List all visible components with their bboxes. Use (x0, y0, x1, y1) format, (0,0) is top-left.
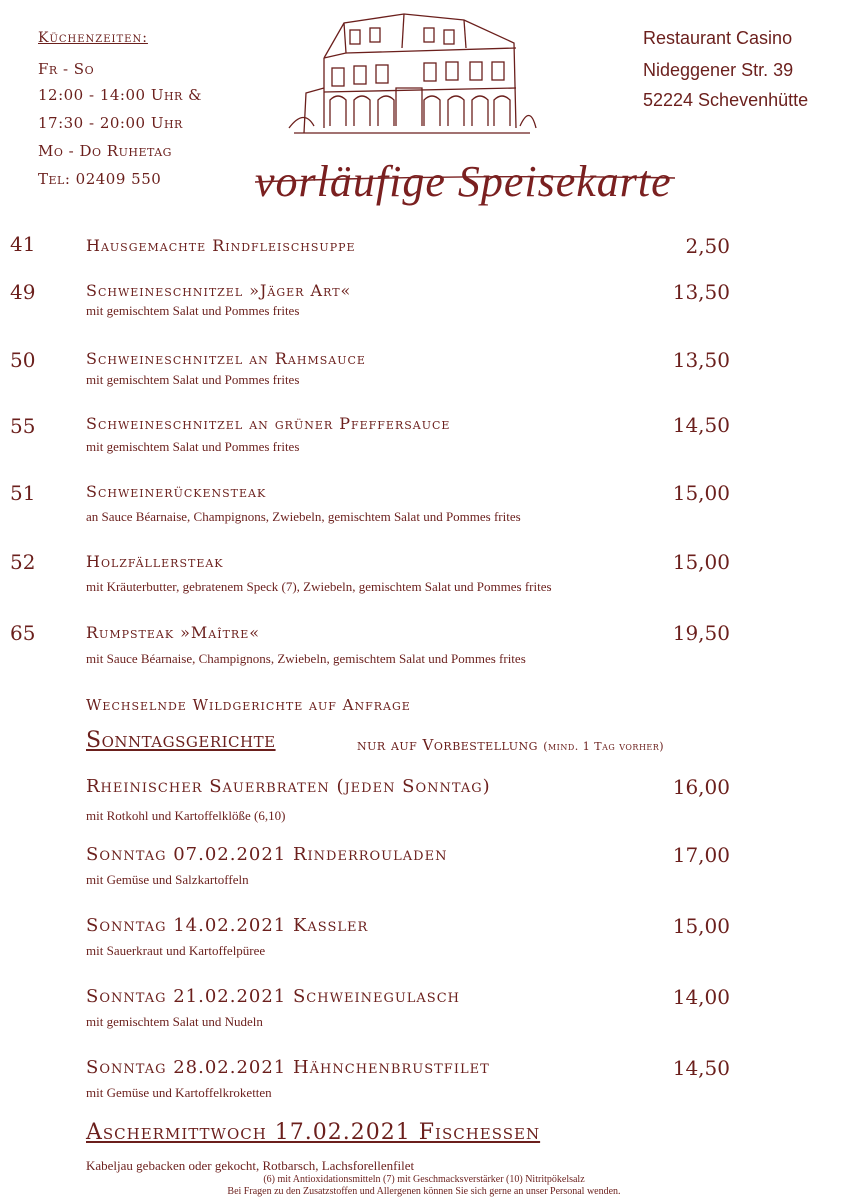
sunday-item-price: 14,00 (672, 985, 730, 1009)
ash-wednesday-description: Kabeljau gebacken oder gekocht, Rotbarsch, Lachsforellenfilet (86, 1158, 415, 1173)
item-number: 52 (10, 550, 36, 574)
item-number: 41 (10, 232, 36, 256)
item-description: mit gemischtem Salat und Pommes frites (86, 303, 300, 318)
sunday-item-name: Sonntag 21.02.2021 Schweinegulasch (86, 986, 460, 1007)
item-name: Hausgemachte Rindfleischsuppe (86, 236, 356, 255)
sunday-item-price: 15,00 (672, 914, 730, 938)
sunday-subnote: (mind. 1 Tag vorher) (543, 740, 665, 753)
sunday-item-description: mit Gemüse und Kartoffelkroketten (86, 1085, 272, 1100)
item-price: 15,00 (672, 550, 730, 574)
sunday-item-description: mit Gemüse und Salzkartoffeln (86, 872, 249, 887)
item-price: 2,50 (685, 234, 730, 258)
item-number: 65 (10, 621, 36, 645)
item-number: 55 (10, 414, 36, 438)
sunday-item-name: Rheinischer Sauerbraten (jeden Sonntag) (86, 776, 491, 797)
item-name: Schweineschnitzel an Rahmsauce (86, 349, 366, 368)
ash-wednesday-heading: Aschermittwoch 17.02.2021 Fischessen (86, 1120, 541, 1145)
allergen-footnote: Bei Fragen zu den Zusatzstoffen und Allergenen können Sie sich gerne an unser Personal wenden. (227, 1186, 621, 1197)
item-name: Schweineschnitzel »Jäger Art« (86, 281, 352, 300)
sunday-item-price: 16,00 (672, 775, 730, 799)
item-number: 51 (10, 481, 36, 505)
item-description: mit Kräuterbutter, gebratenem Speck (7), Zwiebeln, gemischtem Salat und Pommes frites (86, 579, 552, 594)
item-number: 49 (10, 280, 36, 304)
item-name: Holzfällersteak (86, 552, 224, 571)
sunday-item-description: mit Rotkohl und Kartoffelklöße (6,10) (86, 808, 286, 823)
kitchen-hours-heading: Küchenzeiten: (38, 30, 148, 46)
hours-lunch: 12:00 - 14:00 Uhr & (38, 86, 202, 104)
game-dishes-note: Wechselnde Wildgerichte auf Anfrage (86, 696, 411, 714)
additives-footnote: (6) mit Antioxidationsmitteln (7) mit Geschmacksverstärker (10) Nitritpökelsalz (263, 1174, 585, 1185)
item-price: 19,50 (672, 621, 730, 645)
hours-phone: Tel: 02409 550 (38, 170, 162, 188)
item-number: 50 (10, 348, 36, 372)
sunday-item-price: 17,00 (672, 843, 730, 867)
restaurant-name: Restaurant Casino (643, 28, 793, 48)
hours-closed: Mo - Do Ruhetag (38, 142, 172, 160)
sunday-item-description: mit gemischtem Salat und Nudeln (86, 1014, 263, 1029)
sunday-item-name: Sonntag 14.02.2021 Kassler (86, 915, 369, 936)
item-price: 13,50 (672, 280, 730, 304)
hours-days: Fr - So (38, 60, 95, 78)
item-price: 15,00 (672, 481, 730, 505)
item-description: mit gemischtem Salat und Pommes frites (86, 372, 300, 387)
item-name: Schweinerückensteak (86, 482, 267, 501)
item-price: 13,50 (672, 348, 730, 372)
sunday-heading: Sonntagsgerichte (86, 728, 276, 753)
sunday-item-price: 14,50 (672, 1056, 730, 1080)
restaurant-street: Nideggener Str. 39 (643, 60, 794, 80)
sunday-item-name: Sonntag 07.02.2021 Rinderrouladen (86, 844, 448, 865)
sunday-item-name: Sonntag 28.02.2021 Hähnchenbrustfilet (86, 1057, 490, 1078)
restaurant-building-drawing (284, 8, 540, 138)
sunday-subheading: nur auf Vorbestellung (mind. 1 Tag vorher) (357, 736, 665, 754)
sunday-item-description: mit Sauerkraut und Kartoffelpüree (86, 943, 266, 958)
item-name: Schweineschnitzel an grüner Pfeffersauce (86, 414, 451, 433)
restaurant-city: 52224 Schevenhütte (643, 90, 809, 110)
item-name: Rumpsteak »Maître« (86, 623, 261, 642)
item-price: 14,50 (672, 413, 730, 437)
item-description: an Sauce Béarnaise, Champignons, Zwiebeln, gemischtem Salat und Pommes frites (86, 509, 521, 524)
menu-title: vorläufige Speisekarte (255, 157, 672, 206)
hours-dinner: 17:30 - 20:00 Uhr (38, 114, 183, 132)
title-flourish (250, 172, 680, 186)
item-description: mit Sauce Béarnaise, Champignons, Zwiebeln, gemischtem Salat und Pommes frites (86, 651, 526, 666)
item-description: mit gemischtem Salat und Pommes frites (86, 439, 300, 454)
